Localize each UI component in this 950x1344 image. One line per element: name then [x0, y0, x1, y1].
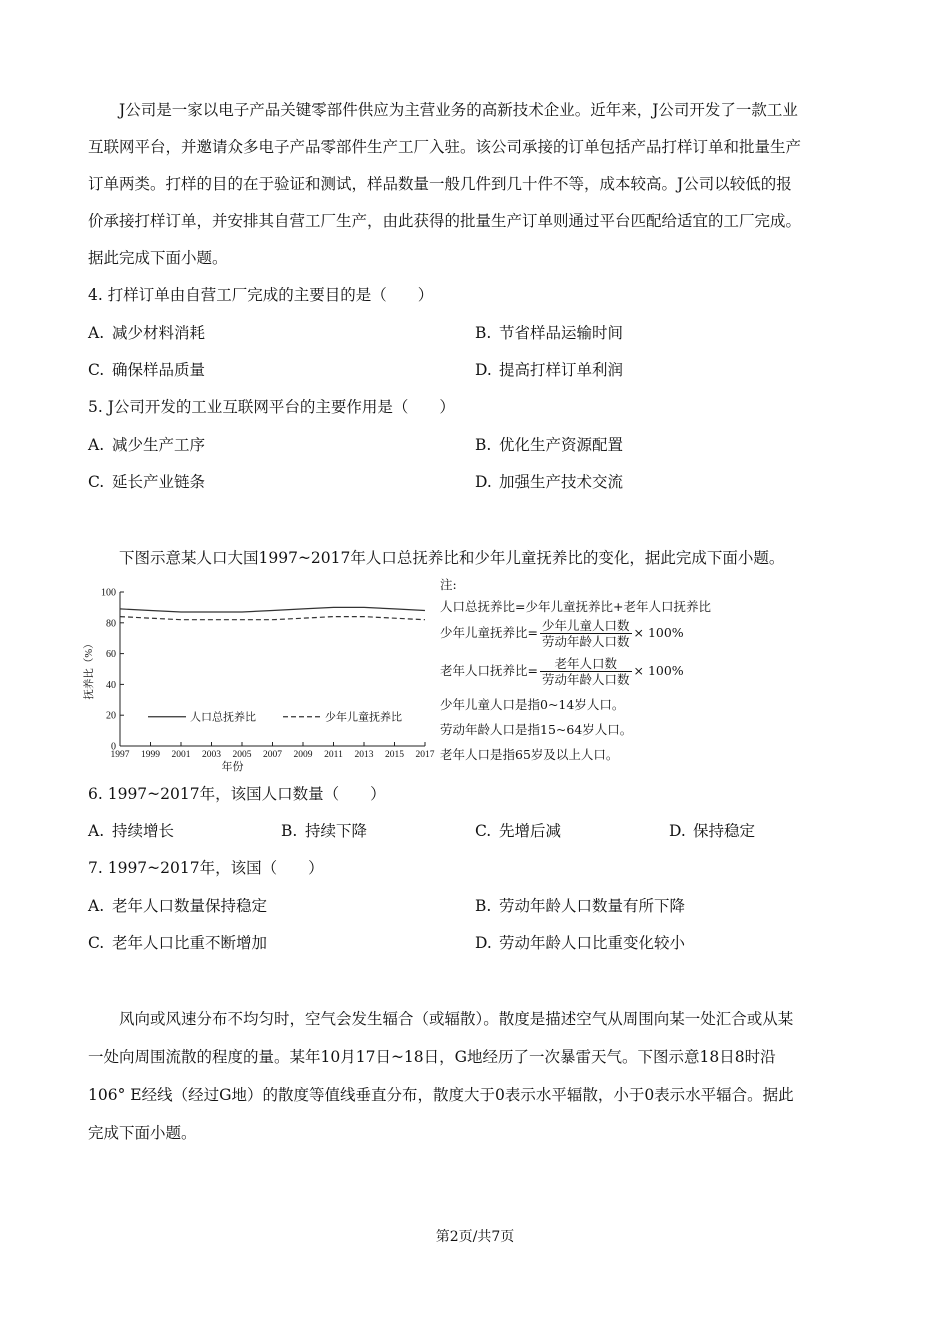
- passage1-line-1: J公司是一家以电子产品关键零部件供应为主营业务的高新技术企业。近年来，J公司开发了一款工业: [119, 101, 798, 119]
- passage3-line-3: 106° E经线（经过G地）的散度等值线垂直分布，散度大于0表示水平辐散，小于0表示水平辐合。据此: [88, 1086, 794, 1104]
- q7-option-a[interactable]: A. 老年人口数量保持稳定: [88, 897, 268, 915]
- question-6-stem: 6. 1997~2017年，该国人口数量（ ）: [88, 785, 386, 803]
- question-5-stem: 5. J公司开发的工业互联网平台的主要作用是（ ）: [88, 398, 455, 416]
- x-tick-label: 2009: [293, 750, 313, 760]
- passage1-line-5: 据此完成下面小题。: [88, 249, 228, 267]
- x-tick-label: 2003: [202, 750, 221, 760]
- passage1-line-3: 订单两类。打样的目的在于验证和测试，样品数量一般几件到几十件不等，成本较高。J公司以较低的报: [88, 175, 792, 193]
- notes-title: 注:: [440, 577, 457, 592]
- x-tick-label: 2017: [415, 750, 435, 760]
- page-number: 第2页/共7页: [435, 1229, 515, 1245]
- notes-line-working-def: 劳动年龄人口是指15~64岁人口。: [440, 722, 633, 737]
- legend-label-1: 人口总抚养比: [190, 711, 256, 724]
- question-4-stem: 4. 打样订单由自营工厂完成的主要目的是（ ）: [88, 286, 434, 304]
- passage3-line-2: 一处向周围流散的程度的量。某年10月17日~18日，G地经历了一次暴雷天气。下图示意18日8时沿: [88, 1048, 776, 1066]
- passage2-intro: 下图示意某人口大国1997~2017年人口总抚养比和少年儿童抚养比的变化，据此完成下面小题。: [119, 549, 785, 567]
- child-ratio-fraction: $\frac{\text{少年儿童人口数}}{\text{劳动年龄人口数}}$: [541, 618, 630, 649]
- x-tick-label: 2011: [324, 750, 343, 760]
- q5-option-d[interactable]: D. 加强生产技术交流: [475, 473, 624, 491]
- q5-option-c[interactable]: C. 延长产业链条: [88, 473, 206, 491]
- q4-option-a[interactable]: A. 减少材料消耗: [88, 324, 206, 342]
- x-tick-label: 2007: [263, 750, 282, 760]
- x-tick-label: 1999: [141, 750, 160, 760]
- q7-option-c[interactable]: C. 老年人口比重不断增加: [88, 934, 268, 952]
- q6-option-a[interactable]: A. 持续增长: [88, 822, 175, 840]
- q6-option-d[interactable]: D. 保持稳定: [669, 822, 756, 840]
- notes-line-total: 人口总抚养比=少年儿童抚养比+老年人口抚养比: [440, 599, 711, 614]
- q6-option-c[interactable]: C. 先增后减: [475, 822, 562, 840]
- q6-option-b[interactable]: B. 持续下降: [281, 822, 368, 840]
- x-axis-label: 年份: [221, 761, 244, 773]
- notes-child-ratio-formula: 少年儿童抚养比= $\frac{\text{少年儿童人口数}}{\text{劳动年龄人口数}}$ × 100%: [440, 618, 684, 649]
- q4-option-b[interactable]: B. 节省样品运输时间: [475, 324, 624, 342]
- dependency-ratio-chart: [80, 576, 440, 776]
- legend-label-2: 少年儿童抚养比: [325, 711, 402, 724]
- x-tick-label: 2013: [354, 750, 374, 760]
- notes-line-child-def: 少年儿童人口是指0~14岁人口。: [440, 697, 625, 712]
- x-tick-label: 1997: [110, 750, 130, 760]
- question-7-stem: 7. 1997~2017年，该国（ ）: [88, 859, 324, 877]
- y-tick-label: 100: [101, 587, 116, 599]
- notes-line-elderly-def: 老年人口是指65岁及以上人口。: [440, 747, 619, 762]
- q4-option-d[interactable]: D. 提高打样订单利润: [475, 361, 624, 379]
- y-tick-label: 40: [106, 679, 116, 691]
- q5-option-a[interactable]: A. 减少生产工序: [88, 436, 206, 454]
- notes-elderly-ratio-formula: 老年人口抚养比= $\frac{\text{老年人口数}}{\text{劳动年龄人口数}}$ × 100%: [440, 656, 684, 687]
- elderly-ratio-fraction: $\frac{\text{老年人口数}}{\text{劳动年龄人口数}}$: [541, 656, 630, 687]
- y-tick-label: 20: [106, 710, 116, 722]
- x-tick-label: 2001: [171, 750, 191, 760]
- x-tick-label: 2015: [385, 750, 404, 760]
- passage3-line-1: 风向或风速分布不均匀时，空气会发生辐合（或辐散）。散度是描述空气从周围向某一处汇合或从某: [119, 1010, 794, 1028]
- x-tick-label: 2005: [232, 750, 252, 760]
- series-line-2: [120, 617, 425, 620]
- q5-option-b[interactable]: B. 优化生产资源配置: [475, 436, 624, 454]
- y-tick-label: 60: [106, 649, 116, 661]
- q7-option-b[interactable]: B. 劳动年龄人口数量有所下降: [475, 897, 686, 915]
- passage1-line-2: 互联网平台，并邀请众多电子产品零部件生产工厂入驻。该公司承接的订单包括产品打样订单和批量生产: [88, 138, 802, 156]
- y-tick-label: 0: [111, 741, 116, 753]
- passage1-line-4: 价承接打样订单，并安排其自营工厂生产，由此获得的批量生产订单则通过平台匹配给适宜的工厂完成。: [88, 212, 802, 230]
- q4-option-c[interactable]: C. 确保样品质量: [88, 361, 206, 379]
- passage3-line-4: 完成下面小题。: [88, 1124, 197, 1142]
- y-axis-label: 抚养比（%）: [84, 638, 95, 700]
- q7-option-d[interactable]: D. 劳动年龄人口比重变化较小: [475, 934, 686, 952]
- y-tick-label: 80: [106, 618, 116, 630]
- series-line-1: [120, 607, 425, 612]
